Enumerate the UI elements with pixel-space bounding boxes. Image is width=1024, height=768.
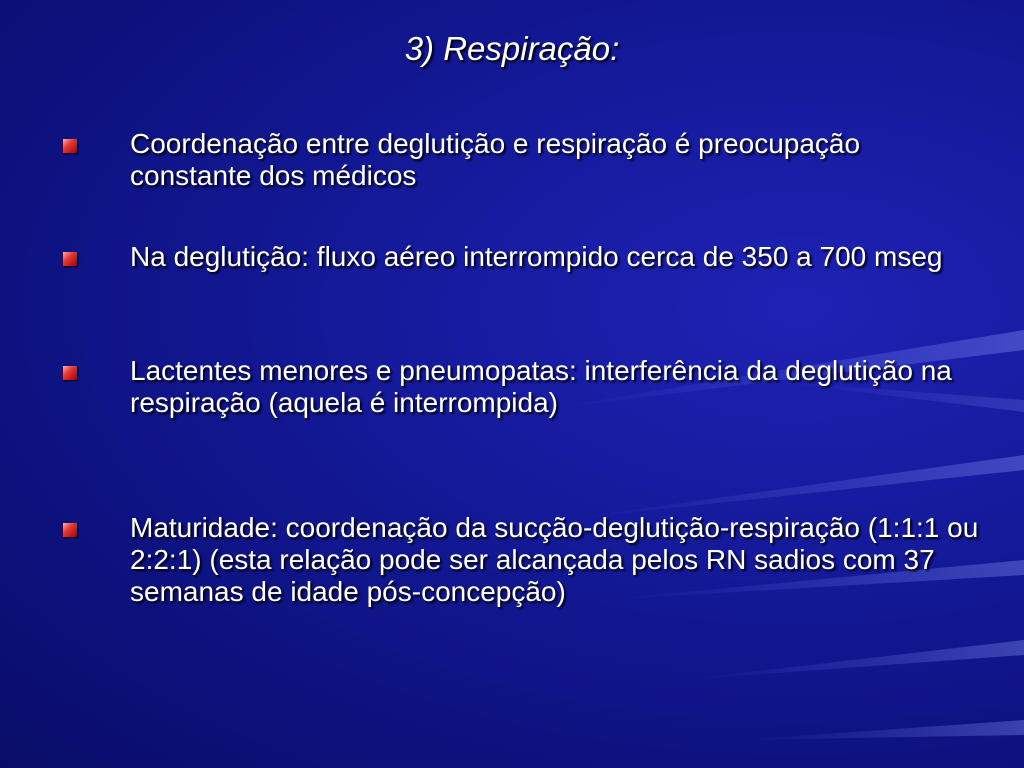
square-bullet-icon bbox=[63, 523, 77, 537]
bullet-text-3: Lactentes menores e pneumopatas: interferência da deglutição na respiração (aquela é interrompida) bbox=[130, 355, 952, 418]
square-bullet-icon bbox=[63, 139, 77, 153]
slide-title: 3) Respiração: bbox=[404, 30, 620, 67]
bullet-text-2: Na deglutição: fluxo aéreo interrompido cerca de 350 a 700 mseg bbox=[130, 241, 943, 272]
square-bullet-icon bbox=[63, 252, 77, 266]
bullet-text-1: Coordenação entre deglutição e respiração é preocupação constante dos médicos bbox=[130, 128, 861, 191]
bullet-text-4: Maturidade: coordenação da sucção-deglutição-respiração (1:1:1 ou 2:2:1) (esta relação pode ser alcançada pelos RN sadios com 37 semanas de idade pós-concepção) bbox=[130, 512, 979, 607]
square-bullet-icon bbox=[63, 366, 77, 380]
